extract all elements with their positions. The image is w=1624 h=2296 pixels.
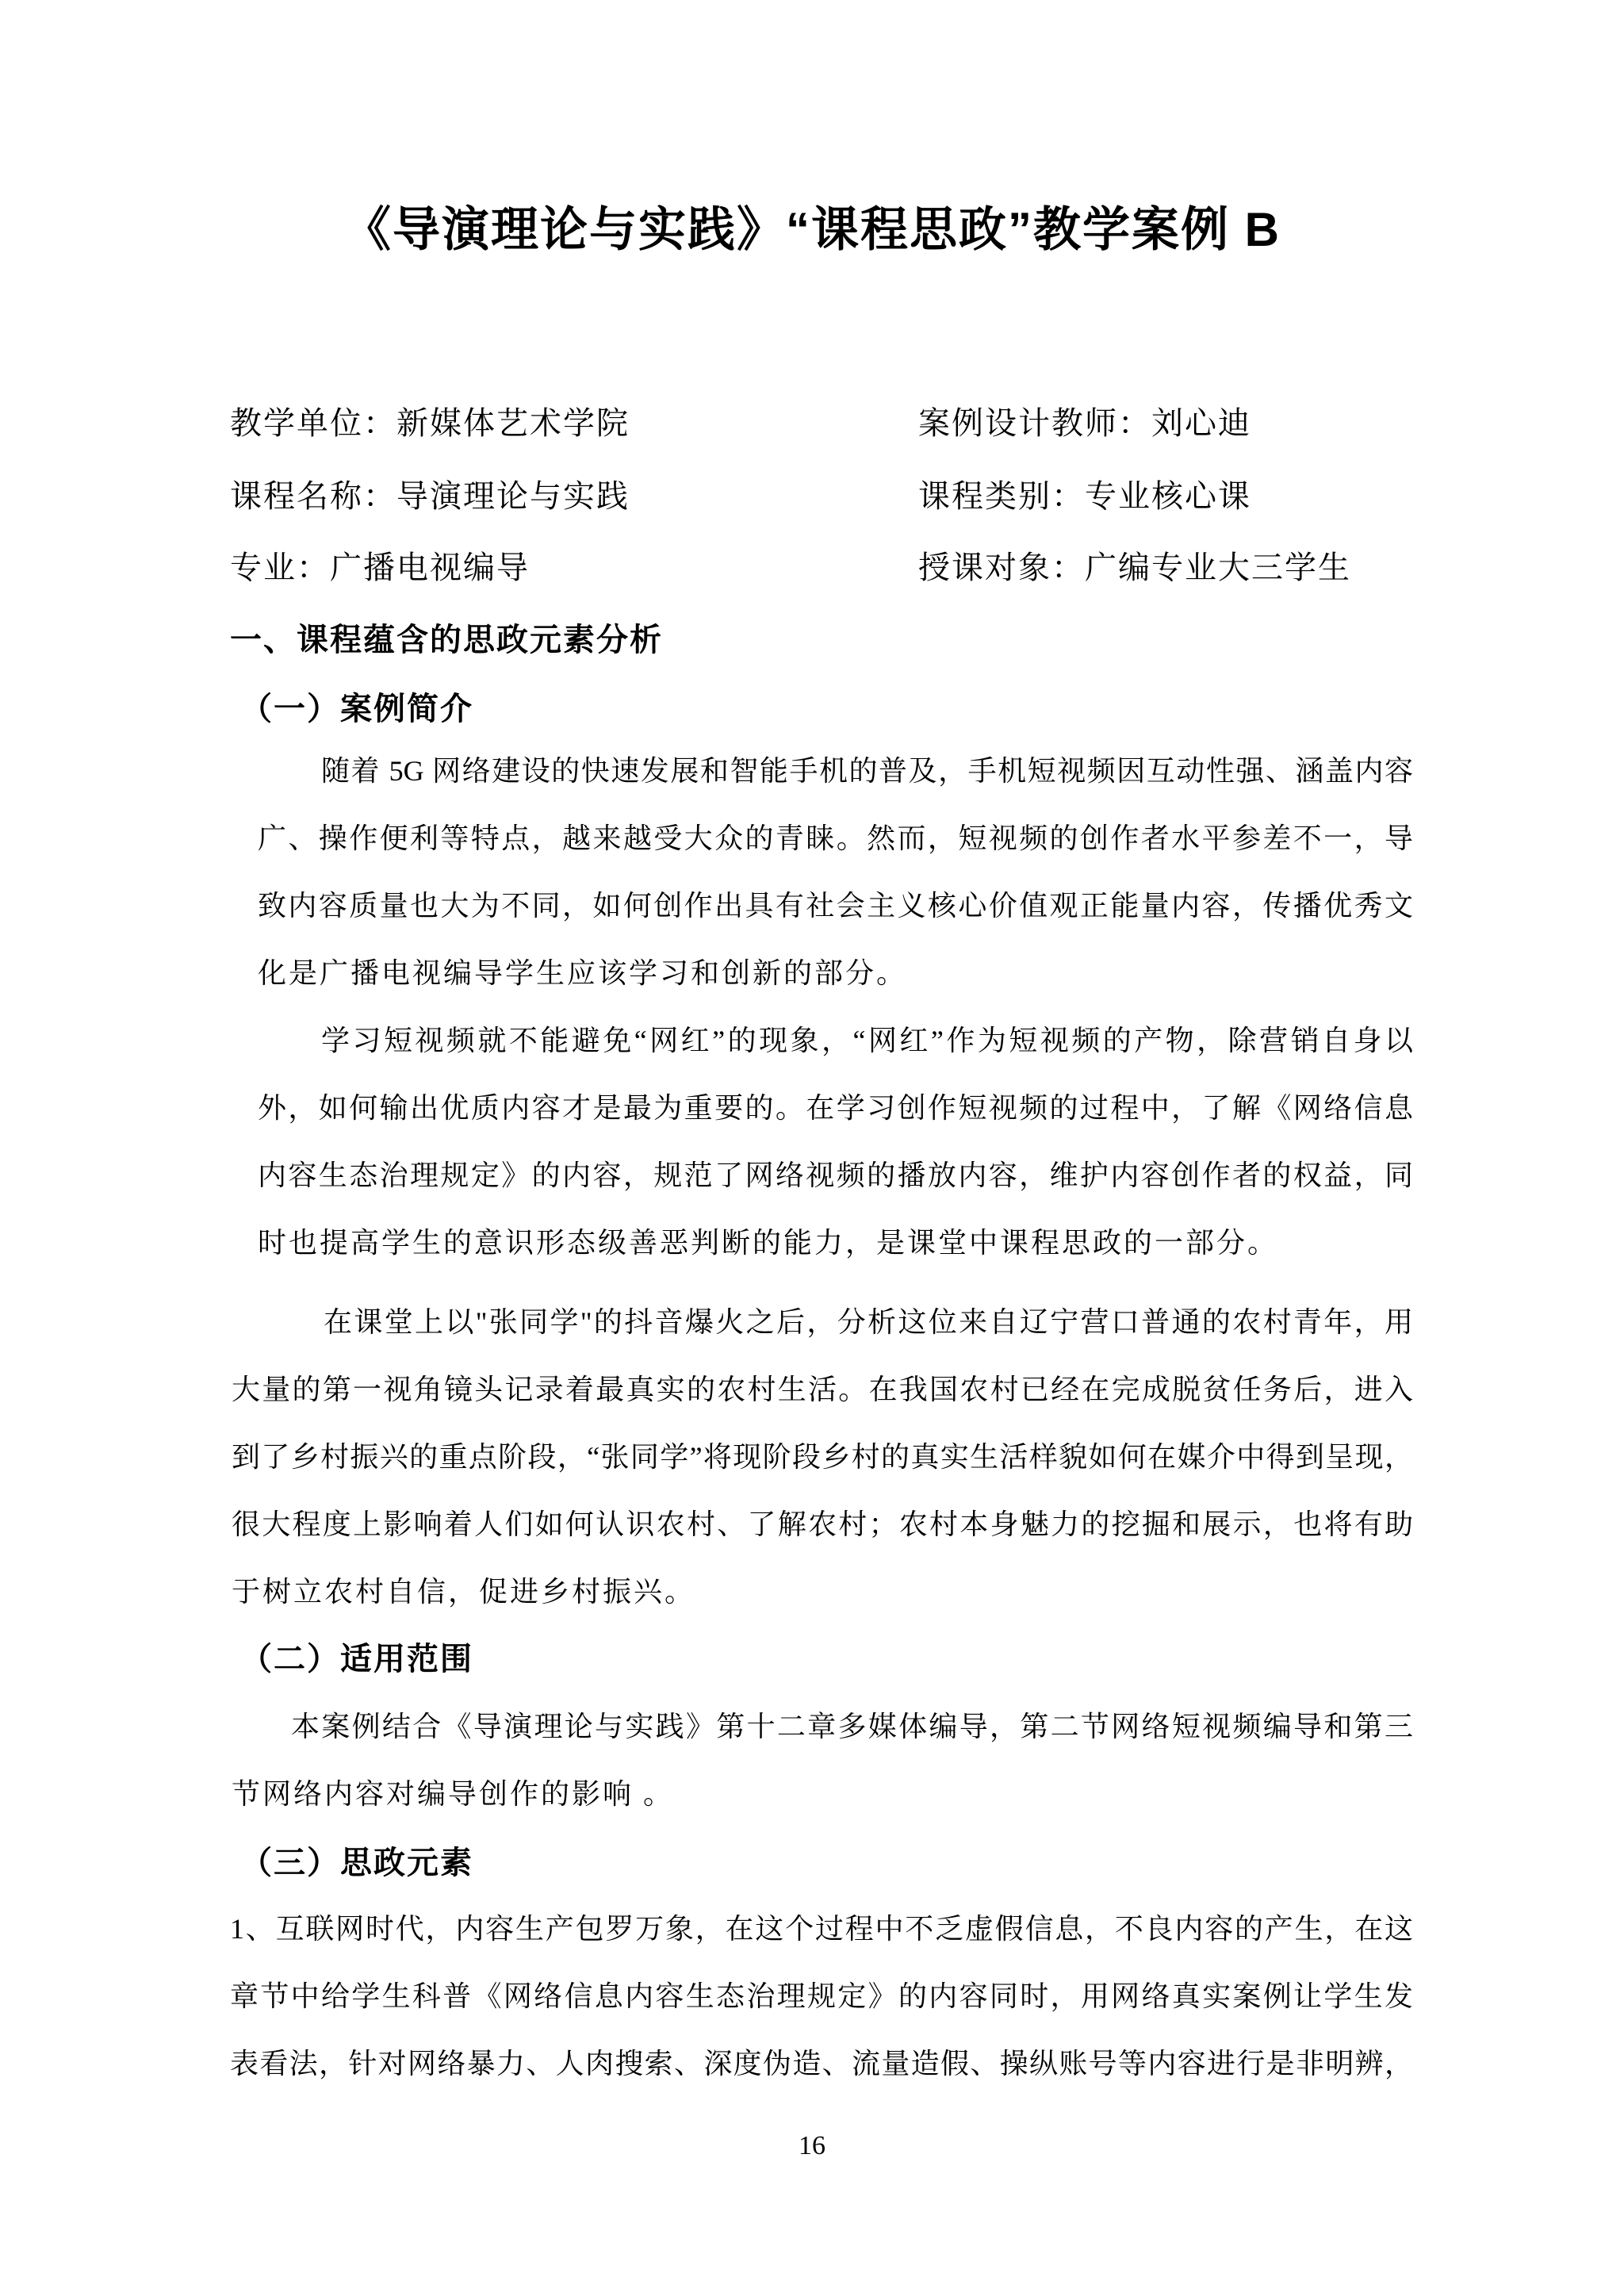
zhang-line: 大量的第一视角镜头记录着最真实的农村生活。在我国农村已经在完成脱贫任务后，进入 bbox=[232, 1374, 1413, 1405]
page-title: 《导演理论与实践》“课程思政”教学案例 B bbox=[343, 203, 1281, 256]
zhang-line: 到了乡村振兴的重点阶段，“张同学”将现阶段乡村的真实生活样貌如何在媒介中得到呈现， bbox=[232, 1441, 1413, 1473]
sizheng-line: 章节中给学生科普《网络信息内容生态治理规定》的内容同时，用网络真实案例让学生发 bbox=[230, 1980, 1413, 2012]
meta-teaching-unit: 教学单位：新媒体艺术学院 bbox=[230, 405, 630, 441]
wanghong-line: 内容生态治理规定》的内容，规范了网络视频的播放内容，维护内容创作者的权益，同 bbox=[258, 1159, 1413, 1191]
scope-line: 本案例结合《导演理论与实践》第十二章多媒体编导，第二节网络短视频编导和第三 bbox=[291, 1711, 1413, 1742]
case-intro-line: 广、操作便利等特点，越来越受大众的青睐。然而，短视频的创作者水平参差不一，导 bbox=[258, 822, 1413, 854]
meta-course-name: 课程名称：导演理论与实践 bbox=[230, 478, 630, 514]
scope-line: 节网络内容对编导创作的影响 。 bbox=[232, 1778, 675, 1810]
heading-scope: （二）适用范围 bbox=[240, 1641, 473, 1677]
sizheng-line: 表看法，针对网络暴力、人肉搜索、深度伪造、流量造假、操纵账号等内容进行是非明辨， bbox=[230, 2048, 1413, 2079]
case-intro-line: 随着 5G 网络建设的快速发展和智能手机的普及，手机短视频因互动性强、涵盖内容 bbox=[321, 755, 1413, 787]
case-intro-line: 致内容质量也大为不同，如何创作出具有社会主义核心价值观正能量内容，传播优秀文 bbox=[258, 890, 1413, 922]
meta-audience: 授课对象：广编专业大三学生 bbox=[918, 550, 1351, 585]
zhang-line: 很大程度上影响着人们如何认识农村、了解农村；农村本身魅力的挖掘和展示，也将有助 bbox=[232, 1508, 1413, 1540]
meta-course-type: 课程类别：专业核心课 bbox=[918, 478, 1251, 514]
heading-sizheng: （三）思政元素 bbox=[240, 1845, 473, 1880]
sizheng-line: 1、互联网时代，内容生产包罗万象，在这个过程中不乏虚假信息，不良内容的产生，在这 bbox=[230, 1913, 1413, 1945]
wanghong-line: 时也提高学生的意识形态级善恶判断的能力，是课堂中课程思政的一部分。 bbox=[258, 1227, 1279, 1259]
case-intro-line: 化是广播电视编导学生应该学习和创新的部分。 bbox=[258, 957, 908, 989]
wanghong-line: 外，如何输出优质内容才是最为重要的。在学习创作短视频的过程中，了解《网络信息 bbox=[258, 1092, 1413, 1124]
zhang-line: 在课堂上以"张同学"的抖音爆火之后，分析这位来自辽宁营口普通的农村青年，用 bbox=[324, 1306, 1413, 1338]
meta-case-designer: 案例设计教师：刘心迪 bbox=[918, 405, 1251, 441]
heading-case-intro: （一）案例简介 bbox=[240, 691, 473, 726]
wanghong-line: 学习短视频就不能避免“网红”的现象，“网红”作为短视频的产物，除营销自身以 bbox=[321, 1025, 1413, 1056]
zhang-line: 于树立农村自信，促进乡村振兴。 bbox=[232, 1576, 696, 1608]
meta-major: 专业：广播电视编导 bbox=[230, 550, 530, 585]
page-number: 16 bbox=[799, 2131, 825, 2160]
heading-section-1: 一、课程蕴含的思政元素分析 bbox=[230, 622, 663, 657]
